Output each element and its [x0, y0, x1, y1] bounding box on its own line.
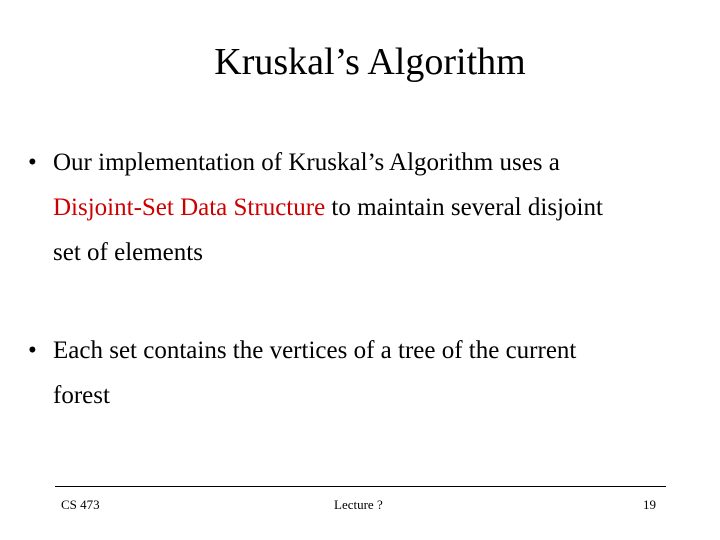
- bullet-item-2: [28, 328, 688, 418]
- bullet-line: [28, 230, 688, 275]
- bullet-text: to maintain several disjoint: [325, 194, 603, 221]
- bullet-text: Our implementation of Kruskal’s Algorithm uses a: [53, 149, 560, 176]
- bullet-line: [28, 328, 688, 373]
- footer-divider: [55, 486, 666, 487]
- slide-title: Kruskal’s Algorithm: [214, 41, 526, 83]
- footer-lecture: Lecture ?: [334, 497, 383, 512]
- bullet-icon: •: [28, 337, 37, 364]
- bullet-line: [28, 185, 688, 230]
- bullet-text: forest: [53, 382, 110, 409]
- bullet-icon: •: [28, 149, 37, 176]
- bullet-text: set of elements: [53, 239, 203, 266]
- bullet-line: [28, 140, 688, 185]
- bullet-line: [28, 373, 688, 418]
- bullet-item-1: [28, 140, 688, 275]
- footer-page-number: 19: [643, 497, 656, 512]
- highlighted-term: Disjoint-Set Data Structure: [53, 194, 326, 221]
- footer-course: CS 473: [61, 497, 100, 512]
- bullet-text: Each set contains the vertices of a tree of the current: [53, 337, 577, 364]
